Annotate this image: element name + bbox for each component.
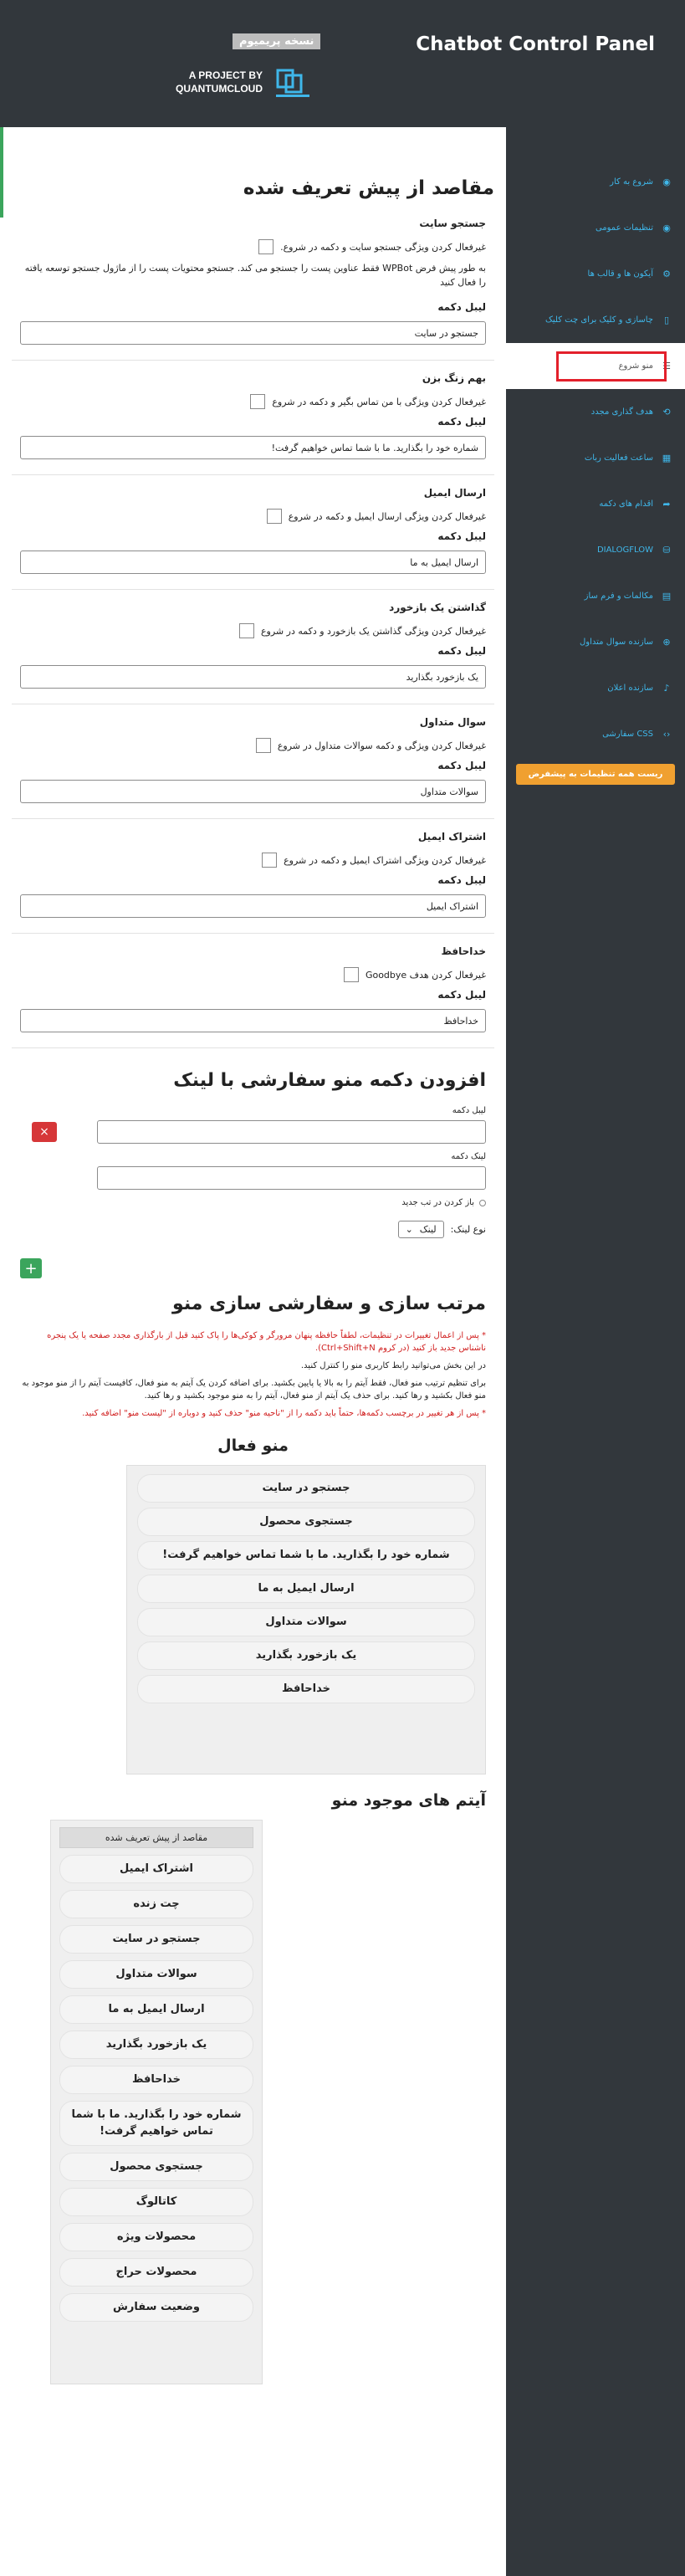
sidebar-item-label: CSS سفارشی xyxy=(602,730,653,739)
sidebar-item-7[interactable] xyxy=(506,481,685,527)
available-menu-item[interactable]: چت زنده xyxy=(59,1890,253,1918)
sidebar-item-11[interactable] xyxy=(506,665,685,711)
intent-section xyxy=(12,934,494,1048)
link-type-label: نوع لینک: xyxy=(450,1224,486,1235)
button-label-caption: لیبل دکمه xyxy=(437,989,486,1001)
toggle-icon: ◉ xyxy=(662,177,671,187)
custom-button-label: لیبل دکمه xyxy=(452,1106,486,1115)
active-menu-item[interactable]: خداحافظ xyxy=(137,1675,475,1703)
available-menu-item[interactable]: وضعیت سفارش xyxy=(59,2293,253,2322)
intent-section xyxy=(12,704,494,819)
disable-checkbox[interactable] xyxy=(239,623,254,638)
button-label-input[interactable]: جستجو در سایت xyxy=(20,321,486,345)
intent-title: جستجو سایت xyxy=(419,218,486,229)
calendar-icon: ▦ xyxy=(662,453,672,463)
byline-line-1: A PROJECT BY xyxy=(188,69,263,81)
plus-circle-icon: ⊕ xyxy=(662,637,671,648)
intent-section xyxy=(12,819,494,934)
button-label-input[interactable]: سوالات متداول xyxy=(20,780,486,803)
note-cache: * پس از اعمال تغییرات در تنظیمات، لطفاً حافظه پنهان مرورگر و کوکی‌ها را پاک کنید قبل از بارگذاری مجدد صفحه یا یک پنجره ناشناس جدید باز کنید (در کروم Ctrl+Shift+N). xyxy=(47,1331,486,1353)
intent-title: اشتراک ایمیل xyxy=(417,831,486,842)
button-label-caption: لیبل دکمه xyxy=(437,645,486,657)
custom-menu-block xyxy=(12,1070,494,2384)
sidebar-item-label: سازنده اعلان xyxy=(607,684,653,693)
disable-checkbox[interactable] xyxy=(344,967,359,982)
sidebar-item-label: مکالمات و فرم ساز xyxy=(584,592,653,601)
intent-title: ارسال ایمیل xyxy=(423,487,486,499)
button-label-input[interactable]: شماره خود را بگذارید. ما با شما تماس خواهیم گرفت! xyxy=(20,436,486,459)
disable-checkbox-label: غیرفعال کردن ویژگی ارسال ایمیل و دکمه در شروع xyxy=(288,510,486,522)
main-content xyxy=(0,127,506,2576)
code-icon: ‹› xyxy=(662,729,671,740)
intent-description: به طور پیش فرض WPBot فقط عناوین پست را جستجو می کند. جستجو محتویات پست را از ماژول جستجو توسعه یافته را فعال کنید xyxy=(24,263,486,288)
available-menu-item[interactable]: شماره خود را بگذارید. ما با شما تماس خواهیم گرفت! xyxy=(59,2101,253,2146)
toggle-icon: ◉ xyxy=(662,223,671,233)
chevron-down-icon: ⌄ xyxy=(405,1224,413,1235)
available-menu-item[interactable]: جستجو در سایت xyxy=(59,1925,253,1954)
available-menu-item[interactable]: خداحافظ xyxy=(59,2066,253,2094)
disable-checkbox-label: غیرفعال کردن ویژگی و دکمه سوالات متداول در شروع xyxy=(277,740,486,751)
available-menu-list xyxy=(50,1820,263,2384)
active-menu-item[interactable]: جستجوی محصول xyxy=(137,1508,475,1536)
new-tab-radio[interactable] xyxy=(479,1200,486,1206)
available-menu-item[interactable]: کاتالوگ xyxy=(59,2188,253,2216)
mobile-icon: ▯ xyxy=(663,315,670,325)
sidebar-item-label: تنظیمات عمومی xyxy=(595,223,653,233)
note-intro: در این بخش می‌توانید رابط کاربری منو را کنترل کنید. xyxy=(300,1361,486,1370)
sidebar-item-label: چاسازی و کلیک برای چت کلیک xyxy=(544,315,653,325)
intent-title: گذاشتن یک بازخورد xyxy=(389,602,486,613)
doc-icon: ▤ xyxy=(662,591,672,602)
active-highlight xyxy=(556,351,667,382)
disable-checkbox[interactable] xyxy=(267,509,282,524)
active-menu-item[interactable]: ارسال ایمیل به ما xyxy=(137,1575,475,1603)
button-label-caption: لیبل دکمه xyxy=(437,874,486,886)
gear-icon: ⚙ xyxy=(662,269,671,279)
intent-section xyxy=(12,361,494,475)
disable-checkbox-label: غیرفعال کردن ویژگی گذاشتن یک بازخورد و دکمه در شروع xyxy=(260,625,486,637)
sidebar-item-label: هدف گذاری مجدد xyxy=(590,407,653,417)
available-menu-item[interactable]: محصولات ویژه xyxy=(59,2223,253,2251)
disable-checkbox-label: غیرفعال کردن ویژگی جستجو سایت و دکمه در شروع. xyxy=(280,241,486,253)
button-label-input[interactable]: خداحافظ xyxy=(20,1009,486,1032)
ordering-heading: مرتب سازی و سفارشی سازی منو xyxy=(172,1293,486,1314)
section-heading: مقاصد از پیش تعریف شده xyxy=(243,177,494,199)
byline-line-2: QUANTUMCLOUD xyxy=(176,83,263,95)
page-title: Chatbot Control Panel xyxy=(416,33,655,55)
custom-menu-heading: افزودن دکمه منو سفارشی با لینک xyxy=(173,1070,486,1091)
sidebar-item-5[interactable] xyxy=(506,389,685,435)
intent-title: بهم زنگ بزن xyxy=(422,372,486,384)
note-instructions: برای تنظیم ترتیب منو فعال، فقط آیتم را به بالا یا پایین بکشید. برای اضافه کردن یک آیتم به منو فعال، کافیست آیتم را از منو موجود به منو فعال بکشید و رها کنید. برای حذف یک آیتم از منو فعال، آیتم را به منو موجود بکشید و رها کنید. xyxy=(22,1379,486,1401)
available-menu-item[interactable]: یک بازخورد بگذارید xyxy=(59,2031,253,2059)
button-label-caption: لیبل دکمه xyxy=(437,530,486,542)
button-label-input[interactable]: اشتراک ایمیل xyxy=(20,894,486,918)
sidebar xyxy=(506,127,685,2576)
intent-section xyxy=(12,590,494,704)
sidebar-item-label: ساعت فعالیت ربات xyxy=(584,453,653,463)
sidebar-item-label: اقدام های دکمه xyxy=(599,499,653,509)
disable-checkbox[interactable] xyxy=(256,738,271,753)
custom-link-input[interactable] xyxy=(97,1166,486,1190)
disable-checkbox-label: غیرفعال کردن هدف Goodbye xyxy=(365,969,486,981)
sidebar-item-label: منو شروع xyxy=(618,361,653,371)
available-menu-heading: آیتم های موجود منو xyxy=(331,1791,486,1810)
disable-checkbox-label: غیرفعال کردن ویژگی با من تماس بگیر و دکمه در شروع xyxy=(272,396,486,407)
bell-icon: ♪ xyxy=(663,683,670,694)
reset-settings-button[interactable]: ریست همه تنظیمات به پیشفرض xyxy=(516,764,675,785)
retarget-icon: ⟲ xyxy=(662,407,671,417)
disable-checkbox-label: غیرفعال کردن ویژگی اشتراک ایمیل و دکمه در شروع xyxy=(284,854,486,866)
sidebar-item-10[interactable] xyxy=(506,619,685,665)
add-custom-button[interactable]: + xyxy=(20,1258,42,1278)
sidebar-item-8[interactable] xyxy=(506,527,685,573)
link-type-value: لینک xyxy=(419,1224,437,1235)
button-label-input[interactable]: ارسال ایمیل به ما xyxy=(20,551,486,574)
disable-checkbox[interactable] xyxy=(258,239,273,254)
remove-custom-button[interactable]: × xyxy=(32,1122,57,1142)
button-label-input[interactable]: یک بازخورد بگذارید xyxy=(20,665,486,689)
active-menu-item[interactable]: جستجو در سایت xyxy=(137,1474,475,1503)
intent-title: سوال متداول xyxy=(419,716,486,728)
available-menu-item[interactable]: جستجوی محصول xyxy=(59,2153,253,2181)
button-label-caption: لیبل دکمه xyxy=(437,301,486,313)
available-menu-item[interactable]: ارسال ایمیل به ما xyxy=(59,1995,253,2024)
sidebar-item-12[interactable] xyxy=(506,711,685,757)
new-tab-label: باز کردن در تب جدید xyxy=(401,1198,474,1207)
disable-checkbox[interactable] xyxy=(250,394,265,409)
available-menu-item[interactable]: سوالات متداول xyxy=(59,1960,253,1989)
disable-checkbox[interactable] xyxy=(262,853,277,868)
flow-icon: ⛁ xyxy=(662,545,671,556)
header-bar xyxy=(0,0,685,127)
sidebar-item-9[interactable] xyxy=(506,573,685,619)
sidebar-item-4[interactable] xyxy=(506,343,685,389)
active-menu-list xyxy=(126,1465,486,1775)
custom-button-input[interactable] xyxy=(97,1120,486,1144)
sidebar-item-0[interactable] xyxy=(506,159,685,205)
intent-title: خداحافظ xyxy=(441,945,486,957)
active-menu-item[interactable]: شماره خود را بگذارید. ما با شما تماس خواهیم گرفت! xyxy=(137,1541,475,1570)
custom-link-label: لینک دکمه xyxy=(451,1152,486,1161)
available-group-head: مقاصد از پیش تعریف شده xyxy=(59,1827,253,1848)
link-type-select[interactable] xyxy=(398,1221,444,1238)
active-menu-item[interactable]: سوالات متداول xyxy=(137,1608,475,1636)
pro-badge: نسخه پریمیوم xyxy=(233,33,320,49)
available-menu-item[interactable]: محصولات حراج xyxy=(59,2258,253,2287)
available-menu-item[interactable]: اشتراک ایمیل xyxy=(59,1855,253,1883)
note-relabel: * پس از هر تغییر در برچسب دکمه‌ها، حتماً باید دکمه را از "ناحیه منو" حذف کنید و دوباره از "لیست منو" اضافه کنید. xyxy=(82,1409,486,1418)
active-menu-heading: منو فعال xyxy=(217,1437,289,1455)
intent-section xyxy=(12,475,494,590)
active-menu-item[interactable]: یک بازخورد بگذارید xyxy=(137,1641,475,1670)
sidebar-item-6[interactable] xyxy=(506,435,685,481)
button-label-caption: لیبل دکمه xyxy=(437,416,486,428)
sidebar-item-3[interactable] xyxy=(506,297,685,343)
sidebar-item-2[interactable] xyxy=(506,251,685,297)
sidebar-item-label: DIALOGFLOW xyxy=(596,545,653,555)
sidebar-item-1[interactable] xyxy=(506,205,685,251)
button-label-caption: لیبل دکمه xyxy=(437,760,486,771)
menu-icon: ☰ xyxy=(662,361,671,371)
share-icon: ➦ xyxy=(662,499,671,510)
quantumcloud-logo-icon xyxy=(274,67,314,100)
sidebar-item-label: سازنده سوال متداول xyxy=(580,638,653,647)
sidebar-item-label: شروع به کار xyxy=(610,177,653,187)
sidebar-item-label: آیکون ها و قالب ها xyxy=(587,269,653,279)
byline xyxy=(176,69,263,95)
intent-section xyxy=(12,206,494,361)
